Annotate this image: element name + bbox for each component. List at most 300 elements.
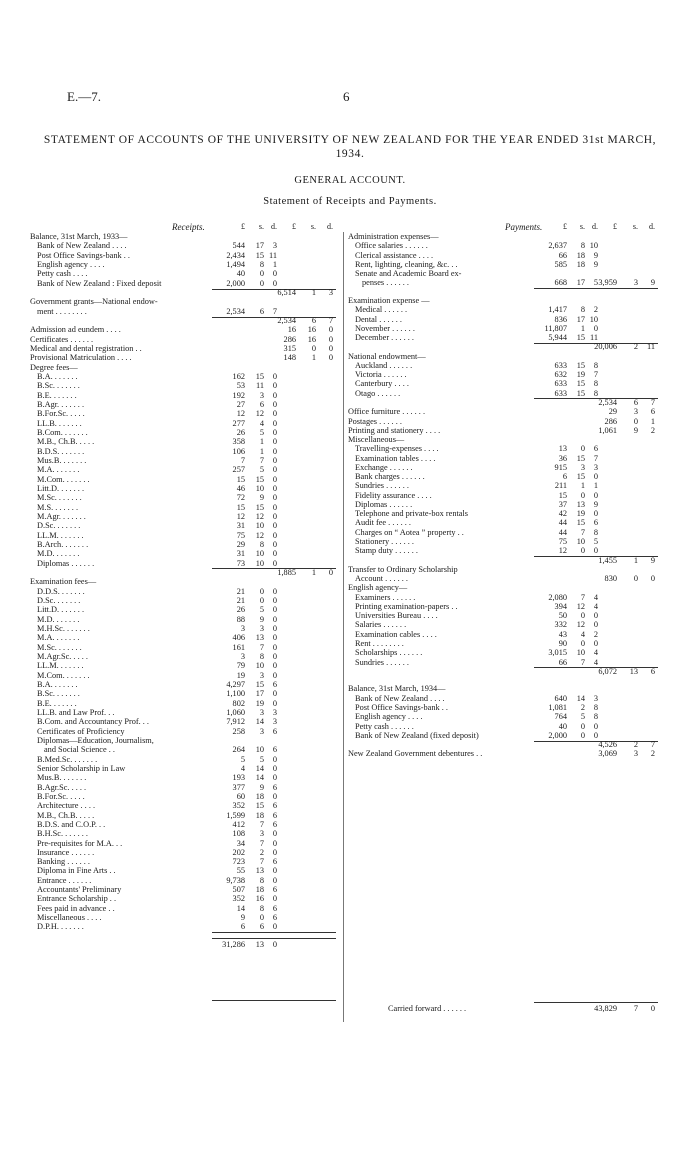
receipts-line [0,848,700,857]
receipts-line-label: D.Sc. . . . . . . [37,521,81,531]
receipts-subtotal-shillings: 0 [259,586,264,596]
payments-subtotal-pence: 8 [593,379,598,389]
receipts-subtotal-pounds: 258 [232,726,245,736]
receipts-subtotal-pence: 6 [272,810,277,820]
payments-line-label: Printing examination-papers . . [355,601,458,611]
receipts-subtotal-pounds: 264 [232,745,245,755]
receipts-subtotal-pounds: 5 [240,754,245,764]
payments-subtotal-pence: 0 [593,546,598,556]
receipts-subtotal-pounds: 27 [236,399,245,409]
payments-total-pence: 7 [650,397,655,407]
receipts-line-label: B.Med.Sc. . . . . . . [37,754,98,764]
receipts-line-label: M.B., Ch.B. . . . . [37,810,95,820]
receipts-total-rule [212,938,336,939]
receipts-subtotal-shillings: 10 [255,745,264,755]
receipts-subtotal-shillings: 8 [259,903,264,913]
payments-line [0,574,700,583]
receipts-subtotal-pounds: 2,434 [226,250,245,260]
unit-pence: d. [327,222,333,231]
receipts-subtotal-shillings: 3 [259,829,264,839]
payments-subtotal-pounds: 836 [554,314,567,324]
receipts-subtotal-pence: 6 [272,679,277,689]
payments-line-label: Senate and Academic Board ex- [355,269,462,279]
receipts-subtotal-shillings: 13 [255,866,264,876]
payments-total-pence: 2 [650,425,655,435]
payments-total-pence: 6 [650,407,655,417]
receipts-subtotal-shillings: 15 [255,502,264,512]
payments-total-shillings: 3 [633,407,638,417]
receipts-subtotal-pounds: 3 [240,623,245,633]
payments-line [0,278,700,287]
payments-line [0,500,700,509]
receipts-subtotal-pounds: 507 [232,885,245,895]
payments-line-label: Salaries . . . . . . [355,620,407,630]
receipts-subtotal-shillings: 10 [255,661,264,671]
receipts-line-label: Insurance . . . . . . [37,847,95,857]
payments-line [0,537,700,546]
payments-total-shillings: 9 [633,425,638,435]
payments-line-label: Stationery . . . . . . [355,537,414,546]
payments-subtotal-pounds: 632 [554,370,567,380]
receipts-subtotal-pence: 0 [272,437,277,447]
receipts-subtotal-shillings: 1 [259,446,264,456]
payments-line-label: Balance, 31st March, 1934— [348,684,446,694]
receipts-line-label: LL.B. and Law Prof. . . [37,707,115,717]
payments-line [0,546,700,555]
payments-subtotal-pounds: 6 [562,472,567,482]
receipts-subtotal-shillings: 7 [259,857,264,867]
receipts-line-label: D.Sc. . . . . . . [37,595,81,605]
payments-subtotal-shillings: 15 [576,388,585,398]
receipts-total-shillings: 0 [311,344,316,353]
receipts-subtotal-shillings: 0 [259,278,264,288]
receipts-subtotal-pounds: 9,738 [226,875,245,885]
receipts-subtotal-pounds: 202 [232,847,245,857]
receipts-line-label: Petty cash . . . . [37,269,88,279]
receipts-subtotal-pence: 3 [272,717,277,727]
payments-subtotal-shillings: 13 [576,499,585,509]
payments-line [0,426,700,435]
receipts-subtotal-pence: 6 [272,913,277,923]
receipts-line [0,940,700,949]
payments-line-label: Miscellaneous— [348,435,405,444]
receipts-line-label: B.E. . . . . . . [37,698,77,708]
payments-line [0,611,700,620]
payments-subtotal-pounds: 764 [554,712,567,722]
receipts-subtotal-pence: 6 [272,745,277,755]
receipts-total-shillings: 1 [311,567,316,577]
payments-line [0,620,700,629]
receipts-subtotal-shillings: 0 [259,269,264,279]
receipts-line-label: Litt.D. . . . . . . [37,605,85,615]
receipts-line-label: M.A. . . . . . . [37,633,80,643]
payments-line [0,731,700,740]
receipts-subtotal-shillings: 12 [255,530,264,540]
receipts-subtotal-pence: 0 [272,791,277,801]
payments-subtotal-pence: 4 [593,648,598,658]
receipts-subtotal-pence: 0 [272,614,277,624]
receipts-subtotal-pence: 0 [272,418,277,428]
payments-line [0,435,700,447]
payments-subtotal-pounds: 40 [558,721,567,731]
receipts-subtotal-shillings: 3 [259,390,264,400]
unit-pence: d. [649,222,655,231]
receipts-line-label: Architecture . . . . [37,801,96,811]
receipts-subtotal-pence: 1 [272,260,277,269]
receipts-subtotal-pence: 0 [272,623,277,633]
payments-line-label: December . . . . . . [355,333,414,342]
receipts-subtotal-pounds: 4,297 [226,679,245,689]
payments-subtotal-shillings: 15 [576,333,585,342]
receipts-line-label: B.For.Sc. . . . . [37,409,85,419]
payments-line [0,749,700,758]
section-title: GENERAL ACCOUNT. [294,175,406,186]
payments-line-label: Bank charges . . . . . . [355,472,425,482]
receipts-total-pence: 0 [328,344,333,353]
payments-subtotal-shillings: 15 [576,360,585,370]
payments-line-label: National endowment— [348,351,426,361]
payments-total-pence: 9 [650,278,655,288]
payments-line [0,556,700,565]
receipts-subtotal-pounds: 53 [236,381,245,391]
receipts-subtotal-shillings: 12 [255,409,264,419]
payments-total-pounds: 830 [604,574,617,584]
page-number: 6 [343,89,350,104]
receipts-subtotal-pence: 0 [272,474,277,484]
receipts-line [0,829,700,838]
receipts-subtotal-shillings: 10 [255,483,264,493]
receipts-line-label: Diplomas—Education, Journalism, [37,735,154,745]
payments-subtotal-pounds: 633 [554,388,567,398]
payments-total-pounds: 3,069 [598,749,617,759]
payments-line-label: Postages . . . . . . [348,416,402,426]
receipts-line-label: M.S. . . . . . . [37,502,79,512]
receipts-subtotal-shillings: 0 [259,595,264,605]
payments-total-shillings: 2 [633,342,638,352]
receipts-subtotal-shillings: 16 [255,894,264,904]
receipts-line-label: B.A. . . . . . . [37,371,78,381]
receipts-subtotal-pence: 0 [272,689,277,699]
payments-subtotal-pence: 0 [593,730,598,740]
payments-subtotal-shillings: 19 [576,509,585,519]
receipts-subtotal-shillings: 14 [255,763,264,773]
payments-line [0,333,700,342]
carried-forward-rule [534,1002,658,1003]
receipts-line-label: Balance, 31st March, 1933— [30,232,128,241]
payments-line-label: Universities Bureau . . . . [355,611,438,621]
receipts-line-label: Certificates of Proficiency [37,726,125,736]
receipts-total-pounds: 286 [283,334,296,344]
payments-subtotal-pounds: 2,000 [548,730,567,740]
payments-total-pounds: 3,959 [598,278,617,288]
receipts-subtotal-shillings: 1 [259,437,264,447]
payments-subtotal-pounds: 15 [558,490,567,500]
payments-line [0,324,700,333]
payments-subtotal-pounds: 37 [558,499,567,509]
payments-total-shillings: 1 [633,555,638,565]
receipts-subtotal-pounds: 19 [236,670,245,680]
payments-line-label: Examination expense — [348,296,430,305]
receipts-line-label: M.D. . . . . . . [37,614,80,624]
receipts-subtotal-shillings: 3 [259,707,264,717]
receipts-line-label: Mus.B. . . . . . . [37,773,87,783]
receipts-subtotal-pence: 0 [272,465,277,475]
receipts-subtotal-pounds: 73 [236,558,245,568]
receipts-subtotal-shillings: 8 [259,651,264,661]
payments-subtotal-pence: 0 [593,490,598,500]
receipts-subtotal-pounds: 60 [236,791,245,801]
payments-line-label: Diplomas . . . . . . [355,499,413,509]
receipts-subtotal-pence: 0 [272,530,277,540]
receipts-subtotal-pounds: 15 [236,474,245,484]
unit-shilling: s. [579,222,585,231]
receipts-subtotal-shillings: 13 [255,633,264,643]
payments-subtotal-pence: 7 [593,453,598,463]
receipts-subtotal-pence: 0 [272,763,277,773]
receipts-line-label: Bank of New Zealand : Fixed deposit [37,278,162,288]
receipts-subtotal-pence: 6 [272,726,277,736]
receipts-line [0,839,700,848]
payments-line-label: Charges on “ Aotea ” property . . [355,527,464,537]
receipts-subtotal-shillings: 15 [255,474,264,484]
receipts-subtotal-pounds: 108 [232,829,245,839]
payments-subtotal-pence: 3 [593,693,598,703]
payments-subtotal-shillings: 5 [580,712,585,722]
payments-subtotal-shillings: 1 [580,481,585,491]
carried-forward-label: Carried forward . . . . . . [388,1004,467,1013]
receipts-subtotal-pence: 0 [272,409,277,419]
receipts-subtotal-shillings: 13 [255,940,264,950]
receipts-subtotal-pence: 6 [272,903,277,913]
receipts-line-label: Medical and dental registration . . [30,344,142,353]
payments-subtotal-pence: 0 [593,472,598,482]
payments-line [0,583,700,592]
receipts-line-label: Certificates . . . . . . [30,334,94,344]
receipts-total-pence: 0 [328,334,333,344]
payments-subtotal-shillings: 10 [576,537,585,546]
receipts-total-shillings: 16 [307,325,316,335]
payments-subtotal-pence: 2 [593,305,598,315]
receipts-line [0,885,700,894]
receipts-line-label: Banking . . . . . . [37,857,91,867]
receipts-subtotal-pence: 0 [272,661,277,671]
payments-line [0,565,700,574]
receipts-line-label: English agency . . . . [37,260,105,269]
payments-subtotal-pence: 0 [593,323,598,333]
unit-shilling: s. [632,222,638,231]
payments-line [0,648,700,657]
payments-total-shillings: 3 [633,749,638,759]
receipts-subtotal-pence: 0 [272,651,277,661]
payments-line-label: Bank of New Zealand . . . . [355,693,445,703]
receipts-subtotal-shillings: 6 [259,399,264,409]
payments-total-pence: 2 [650,749,655,759]
receipts-subtotal-pounds: 9 [240,913,245,923]
receipts-subtotal-pounds: 46 [236,483,245,493]
payments-subtotal-shillings: 0 [580,546,585,556]
receipts-subtotal-pounds: 544 [232,241,245,251]
unit-pound: £ [292,222,296,231]
unit-pence: d. [271,222,277,231]
payments-subtotal-pounds: 1,081 [548,702,567,712]
payments-subtotal-pounds: 75 [558,537,567,546]
receipts-subtotal-pounds: 277 [232,418,245,428]
receipts-subtotal-pounds: 55 [236,866,245,876]
payments-line [0,658,700,667]
payments-subtotal-pence: 8 [593,702,598,712]
payments-line-label: Account . . . . . . [355,574,408,584]
receipts-subtotal-pounds: 79 [236,661,245,671]
receipts-line-label: B.E. . . . . . . [37,390,77,400]
payments-subtotal-pounds: 633 [554,360,567,370]
receipts-line-label: Pre-requisites for M.A. . . [37,838,123,848]
receipts-subtotal-pence: 0 [272,521,277,531]
payments-subtotal-pence: 0 [593,620,598,630]
receipts-subtotal-pounds: 26 [236,427,245,437]
payments-subtotal-pence: 9 [593,250,598,260]
payments-line [0,251,700,260]
receipts-line-label: and Social Science . . [44,745,115,755]
receipts-subtotal-pence: 0 [272,278,277,288]
receipts-line-label: Degree fees— [30,362,78,372]
payments-subtotal-shillings: 17 [576,278,585,288]
receipts-subtotal-shillings: 10 [255,521,264,531]
receipts-line-label: M.Sc. . . . . . . [37,493,82,503]
receipts-line-label: B.Sc. . . . . . . [37,689,80,699]
receipts-subtotal-pence: 0 [272,670,277,680]
payments-subtotal-pence: 1 [593,481,598,491]
receipts-subtotal-shillings: 8 [259,875,264,885]
payments-subtotal-pence: 8 [593,712,598,722]
receipts-line-label: M.D. . . . . . . [37,549,80,559]
receipts-subtotal-pounds: 12 [236,511,245,521]
payments-subtotal-pounds: 915 [554,462,567,472]
receipts-subtotal-pence: 6 [272,801,277,811]
payments-subtotal-pence: 11 [590,333,598,342]
receipts-subtotal-pence: 0 [272,922,277,932]
payments-line [0,472,700,481]
payments-subtotal-pence: 8 [593,360,598,370]
receipts-heading: Receipts. [172,222,205,232]
receipts-subtotal-pence: 0 [272,558,277,568]
receipts-subtotal-pence: 0 [272,539,277,549]
payments-line-label: penses . . . . . . [362,278,410,288]
payments-subtotal-pence: 6 [593,518,598,528]
page-title: STATEMENT OF ACCOUNTS OF THE UNIVERSITY OF NEW ZEALAND FOR THE YEAR ENDED 31st MARCH, 1934. [43,134,657,160]
payments-line-label: Rent . . . . . . . . [355,639,404,648]
payments-line [0,389,700,398]
payments-line [0,379,700,391]
receipts-total-pounds: 2,534 [277,316,296,325]
receipts-total-shillings: 1 [311,288,316,297]
receipts-subtotal-pence: 0 [272,754,277,764]
receipts-total-shillings: 6 [311,316,316,325]
payments-subtotal-pence: 0 [593,509,598,519]
receipts-final-rule [212,1000,336,1001]
payments-line [0,370,700,379]
receipts-line-label: LL.M. . . . . . . [37,661,84,671]
receipts-total-pence: 0 [328,325,333,335]
payments-line [0,694,700,703]
receipts-line-label: B.Sc. . . . . . . [37,381,80,391]
receipts-subtotal-pounds: 723 [232,857,245,867]
receipts-line [0,820,700,829]
carried-forward-pounds: 43,829 [594,1004,617,1013]
payments-line-label: Canterbury . . . . [355,379,409,389]
payments-subtotal-shillings: 7 [580,657,585,667]
receipts-subtotal-pounds: 15 [236,502,245,512]
carried-forward-shillings: 7 [633,1004,638,1013]
receipts-line-label: Examination fees— [30,577,97,587]
receipts-subtotal-pence: 7 [272,306,277,316]
receipts-line-label: M.Agr. . . . . . . [37,511,86,521]
receipts-line-label: Bank of New Zealand . . . . [37,241,127,251]
payments-subtotal-pence: 9 [593,259,598,269]
receipts-subtotal-pounds: 7 [240,455,245,465]
payments-line [0,269,700,278]
receipts-total-pence: 3 [328,288,333,297]
receipts-subtotal-pounds: 26 [236,605,245,615]
receipts-subtotal-shillings: 6 [259,922,264,932]
receipts-subtotal-pounds: 1,100 [226,689,245,699]
payments-line [0,462,700,475]
payments-subtotal-shillings: 15 [576,518,585,528]
receipts-subtotal-pounds: 257 [232,465,245,475]
receipts-total-shillings: 16 [307,334,316,344]
receipts-subtotal-pence: 0 [272,549,277,559]
payments-line-label: Otago . . . . . . [355,388,401,398]
receipts-subtotal-shillings: 8 [259,260,264,269]
receipts-line-label: M.Com. . . . . . . [37,670,90,680]
receipts-subtotal-pence: 3 [272,707,277,717]
payments-line-label: Office salaries . . . . . . [355,241,428,251]
receipts-subtotal-pounds: 40 [236,269,245,279]
payments-subtotal-pence: 2 [593,629,598,639]
receipts-line-label: B.Agr. . . . . . . [37,399,85,409]
receipts-line-label: Accountants' Preliminary [37,885,122,895]
payments-subtotal-pence: 9 [593,499,598,509]
receipts-line-label: D.P.H. . . . . . . [37,922,84,932]
receipts-subtotal-pounds: 1,599 [226,810,245,820]
receipts-subtotal-pence: 0 [272,605,277,615]
unit-shilling: s. [258,222,264,231]
payments-line [0,232,700,241]
payments-subtotal-pounds: 585 [554,259,567,269]
receipts-subtotal-shillings: 15 [255,801,264,811]
receipts-subtotal-pounds: 162 [232,371,245,381]
receipts-subtotal-shillings: 14 [255,717,264,727]
receipts-subtotal-pounds: 21 [236,595,245,605]
payments-total-shillings: 6 [633,397,638,407]
payments-subtotal-shillings: 15 [576,379,585,389]
receipts-subtotal-pounds: 7,912 [226,717,245,727]
receipts-line-label: Mus.B. . . . . . . [37,455,87,465]
receipts-subtotal-shillings: 18 [255,885,264,895]
payments-subtotal-shillings: 14 [576,693,585,703]
payments-total-shillings: 13 [629,666,638,676]
receipts-subtotal-pence: 0 [272,483,277,493]
receipts-subtotal-shillings: 3 [259,726,264,736]
payments-subtotal-pounds: 50 [558,611,567,621]
receipts-line [0,773,700,782]
receipts-line [0,866,700,875]
payments-subtotal-pence: 8 [593,388,598,398]
payments-subtotal-shillings: 12 [576,601,585,611]
payments-subtotal-pence: 5 [593,278,598,288]
payments-line [0,444,700,453]
receipts-subtotal-pounds: 1,494 [226,260,245,269]
payments-subtotal-pounds: 44 [558,527,567,537]
